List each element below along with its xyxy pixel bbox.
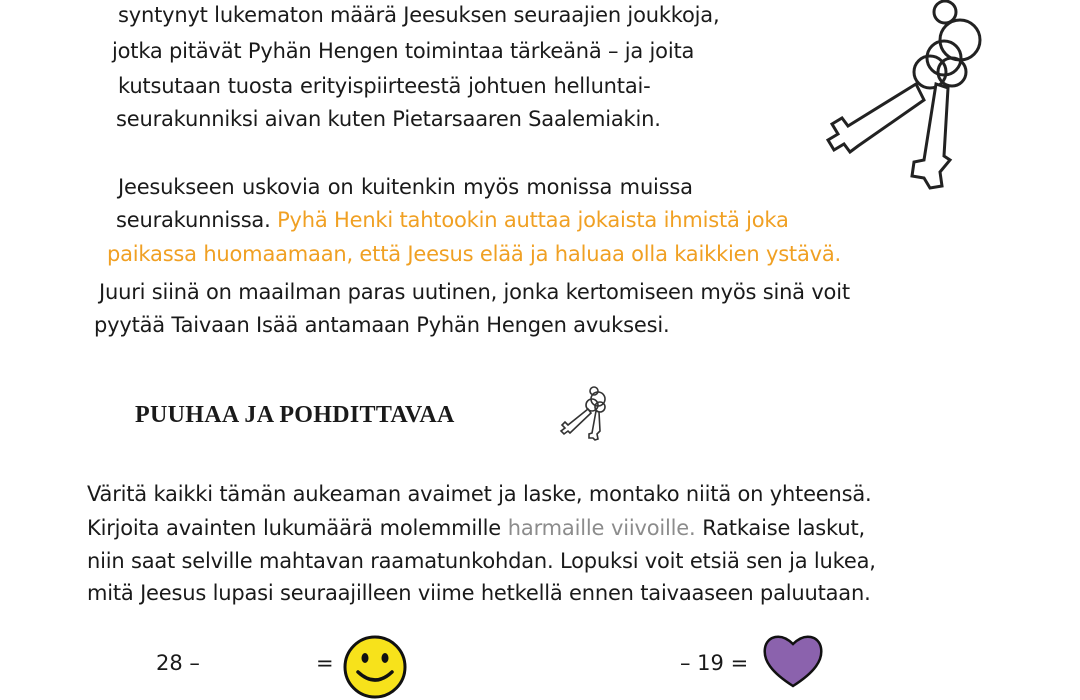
heart-icon <box>761 630 825 690</box>
equation-right-prefix: – 19 = <box>680 651 749 675</box>
instruction-line: niin saat selville mahtavan raamatunkohdan. Lopuksi voit etsiä sen ja lukea, <box>87 549 876 573</box>
instruction-line: Väritä kaikki tämän aukeaman avaimet ja laske, montako niitä on yhteensä. <box>87 482 872 506</box>
keys-icon <box>558 385 614 441</box>
gray-text: harmaille viivoille. <box>507 516 696 540</box>
plain-text: seurakunnissa. <box>116 208 278 232</box>
paragraph-line: syntynyt lukematon määrä Jeesuksen seuraajien joukkoja, <box>118 3 720 27</box>
paragraph-line: Jeesukseen uskovia on kuitenkin myös monissa muissa <box>118 175 693 199</box>
section-heading: PUUHAA JA POHDITTAVAA <box>135 402 455 428</box>
paragraph-line: jotka pitävät Pyhän Hengen toimintaa tärkeänä – ja joita <box>112 39 695 63</box>
paragraph-line: pyytää Taivaan Isää antamaan Pyhän Hengen avuksesi. <box>94 313 670 337</box>
equation-left-prefix: 28 – <box>156 651 200 675</box>
paragraph-line: kutsutaan tuosta erityispiirteestä johtuen helluntai- <box>118 74 651 98</box>
equation-left-equals: = <box>316 651 334 675</box>
instruction-line: mitä Jeesus lupasi seuraajilleen viime hetkellä ennen taivaaseen paluutaan. <box>87 581 871 605</box>
paragraph-line <box>116 207 789 233</box>
smiley-icon <box>342 634 408 700</box>
highlighted-text: paikassa huomaamaan, että Jeesus elää ja haluaa olla kaikkien ystävä. <box>107 242 842 266</box>
highlighted-text: Pyhä Henki tahtookin auttaa jokaista ihmistä joka <box>277 208 789 232</box>
instruction-line <box>87 515 865 541</box>
plain-text: Ratkaise laskut, <box>695 516 865 540</box>
keys-illustration-icon <box>820 0 990 190</box>
paragraph-line: Juuri siinä on maailman paras uutinen, jonka kertomiseen myös sinä voit <box>99 280 850 304</box>
paragraph-line: seurakunniksi aivan kuten Pietarsaaren Saalemiakin. <box>116 107 661 131</box>
plain-text: Kirjoita avainten lukumäärä molemmille <box>87 516 508 540</box>
